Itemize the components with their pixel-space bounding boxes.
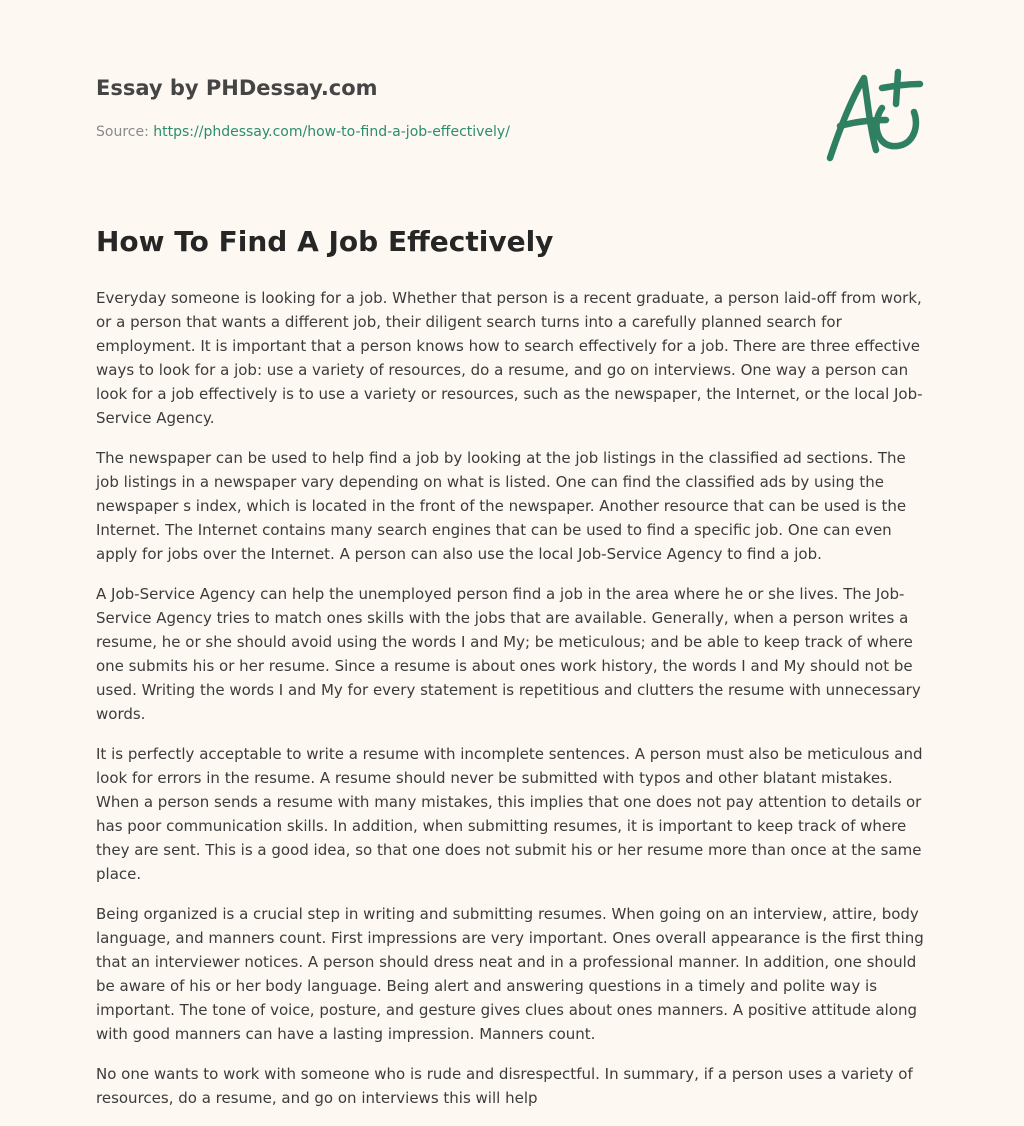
- logo-swoosh: [877, 108, 916, 146]
- source-link[interactable]: https://phdessay.com/how-to-find-a-job-effectively/: [153, 124, 510, 140]
- source-line: [96, 124, 510, 140]
- site-brand: Essay by PHDessay.com: [96, 76, 378, 100]
- a-plus-logo: [820, 68, 930, 168]
- source-label: Source:: [96, 124, 154, 140]
- essay-paragraph: The newspaper can be used to help find a job by looking at the job listings in the classified ad sections. The job listings in a newspaper vary depending on what is listed. One can find the classified ads by using the newspaper s index, which is located in the front of the newspaper. Another resource that can be used is the Internet. The Internet contains many search engines that can be used to find a specific job. One can even apply for jobs over the Internet. A person can also use the local Job-Service Agency to find a job.: [96, 449, 907, 563]
- essay-title: How To Find A Job Effectively: [96, 225, 554, 258]
- essay-paragraph: No one wants to work with someone who is rude and disrespectful. In summary, if a person uses a variety of resources, do a resume, and go on interviews this will help: [96, 1065, 913, 1107]
- essay-paragraph: Being organized is a crucial step in writing and submitting resumes. When going on an interview, attire, body language, and manners count. First impressions are very important. Ones overall appearance is the first thing that an interviewer notices. A person should dress neat and in a professional manner. In addition, one should be aware of his or her body language. Being alert and answering questions in a timely and polite way is important. The tone of voice, posture, and gesture gives clues about ones manners. A positive attitude along with good manners can have a lasting impression. Manners count.: [96, 905, 924, 1043]
- essay-paragraph: It is perfectly acceptable to write a resume with incomplete sentences. A person must also be meticulous and look for errors in the resume. A resume should never be submitted with typos and other blatant mistakes. When a person sends a resume with many mistakes, this implies that one does not pay attention to details or has poor communication skills. In addition, when submitting resumes, it is important to keep track of where they are sent. This is a good idea, so that one does not submit his or her resume more than once at the same place.: [96, 745, 923, 883]
- logo-plus-horizontal: [882, 84, 920, 88]
- essay-paragraph: A Job-Service Agency can help the unemployed person find a job in the area where he or she lives. The Job-Service Agency tries to match ones skills with the jobs that are available. Generally, when a person writes a resume, he or she should avoid using the words I and My; be meticulous; and be able to keep track of where one submits his or her resume. Since a resume is about ones work history, the words I and My should not be used. Writing the words I and My for every statement is repetitious and clutters the resume with unnecessary words.: [96, 585, 921, 723]
- essay-body: [96, 286, 928, 1126]
- essay-paragraph: Everyday someone is looking for a job. Whether that person is a recent graduate, a person laid-off from work, or a person that wants a different job, their diligent search turns into a carefully planned search for employment. It is important that a person knows how to search effectively for a job. There are three effective ways to look for a job: use a variety of resources, do a resume, and go on interviews. One way a person can look for a job effectively is to use a variety or resources, such as the newspaper, the Internet, or the local Job-Service Agency.: [96, 289, 923, 427]
